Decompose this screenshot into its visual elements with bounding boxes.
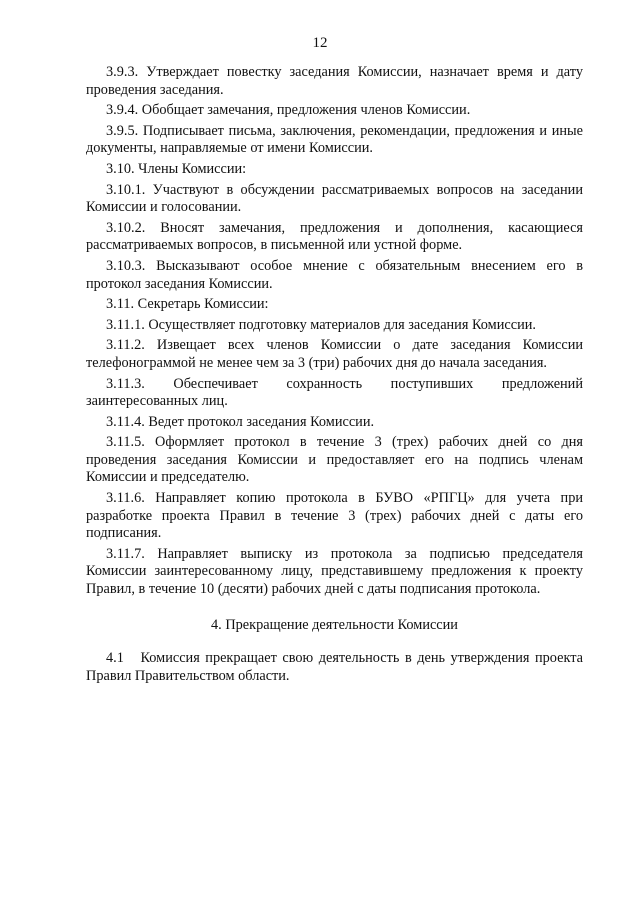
paragraph-3-11-4: 3.11.4. Ведет протокол заседания Комиссии. xyxy=(106,413,375,430)
paragraph-3-11-1: 3.11.1. Осуществляет подготовку материалов для заседания Комиссии. xyxy=(106,316,536,333)
paragraph-3-11-7: 3.11.7. Направляет выписку из протокола за подписью председателя Комиссии заинтересованному лицу, представившему предложения к проекту Правил, в течение 10 (десяти) рабочих дней с даты подписания протокола. xyxy=(86,545,583,598)
paragraph-3-11-2: 3.11.2. Извещает всех членов Комиссии о дате заседания Комиссии телефонограммой не менее чем за 3 (три) рабочих дня до начала заседания. xyxy=(86,337,583,371)
paragraph-3-9-4: 3.9.4. Обобщает замечания, предложения членов Комиссии. xyxy=(106,102,471,119)
document-body xyxy=(86,64,587,685)
paragraph-3-9-3: 3.9.3. Утверждает повестку заседания Комиссии, назначает время и дату проведения заседания. xyxy=(86,64,583,98)
paragraph-3-11: 3.11. Секретарь Комиссии: xyxy=(106,296,269,313)
page-number: 12 xyxy=(312,35,328,51)
paragraph-3-11-3: 3.11.3. Обеспечивает сохранность поступивших предложений заинтересованных лиц. xyxy=(86,375,583,410)
paragraph-3-10-3: 3.10.3. Высказывают особое мнение с обязательным внесением его в протокол заседания Комиссии. xyxy=(86,257,583,292)
paragraph-3-10-1: 3.10.1. Участвуют в обсуждении рассматриваемых вопросов на заседании Комиссии и голосовании. xyxy=(86,181,583,216)
paragraph-3-10: 3.10. Члены Комиссии: xyxy=(106,160,247,177)
paragraph-3-10-2: 3.10.2. Вносят замечания, предложения и дополнения, касающиеся рассматриваемых вопросов, в письменной или устной форме. xyxy=(86,219,583,254)
paragraph-3-9-5: 3.9.5. Подписывает письма, заключения, рекомендации, предложения и иные документы, направляемые от имени Комиссии. xyxy=(86,122,583,157)
paragraph-3-11-5: 3.11.5. Оформляет протокол в течение 3 (трех) рабочих дней со дня проведения заседания Комиссии и предоставляет его на подпись членам Комиссии и председателю. xyxy=(86,434,583,486)
paragraph-3-11-6: 3.11.6. Направляет копию протокола в БУВО «РПГЦ» для учета при разработке проекта Правил в течение 3 (трех) рабочих дней с даты его подписания. xyxy=(86,490,583,542)
section-heading: 4. Прекращение деятельности Комиссии xyxy=(211,616,458,633)
paragraph-4-1: 4.1 Комиссия прекращает свою деятельность в день утверждения проекта Правил Правительством области. xyxy=(86,650,587,684)
